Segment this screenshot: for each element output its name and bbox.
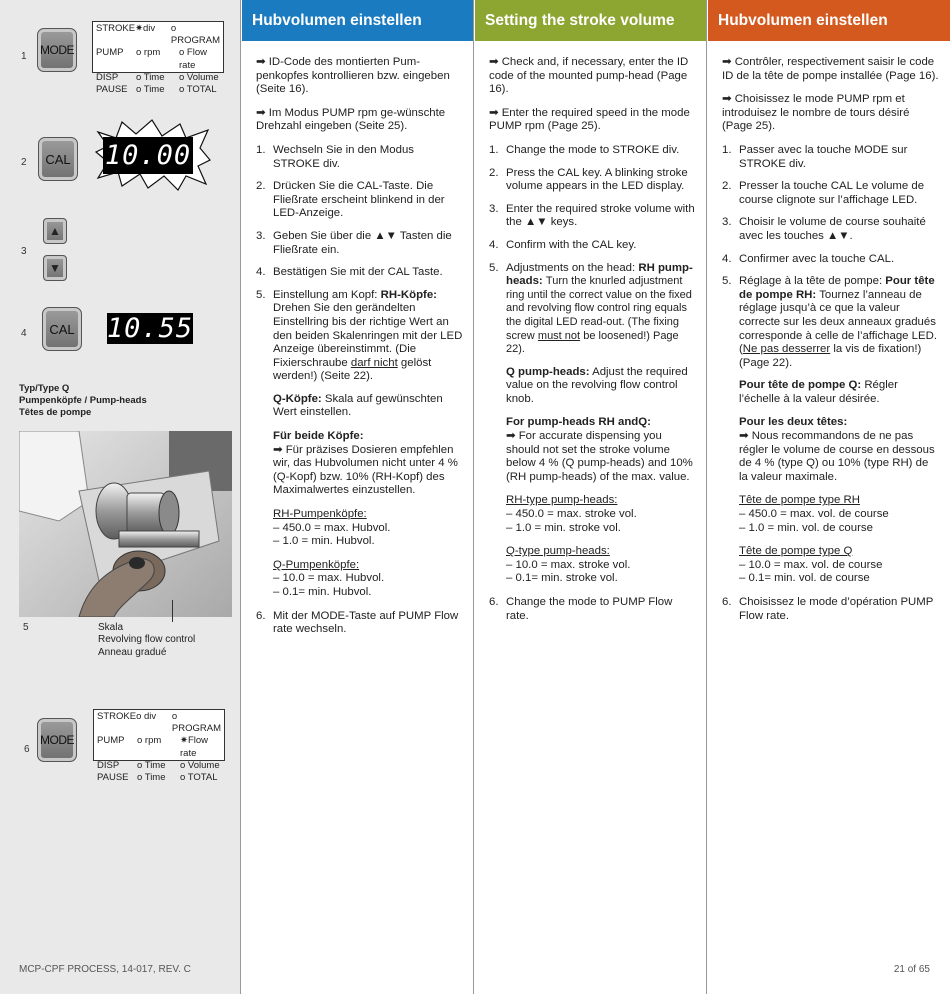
rh-range: Tête de pompe type RH – 450.0 = max. vol. de course – 1.0 = min. vol. de course xyxy=(739,494,889,534)
step-3: 3. Geben Sie über die ▲▼ Tasten die Fließrate ein. xyxy=(256,229,452,256)
q-head-note: Q-Köpfe: Skala auf gewünschten Wert einstellen. xyxy=(273,392,443,419)
photo-caption: Skala Revolving flow control Anneau gradué xyxy=(98,622,196,658)
step-6: 6. Choisissez le mode d’opération PUMP Flow rate. xyxy=(722,596,934,622)
step-6: 6. Change the mode to PUMP Flow rate. xyxy=(489,596,673,622)
intro-set-rpm: ➡ Choisissez le mode PUMP rpm et introduisez le nombre de tours désiré (Page 25). xyxy=(722,93,910,133)
both-heads-note: ➡ For accurate dispensing you should not set the stroke volume below 4 % (Q pump-heads) and 10% (RH pump-heads) of the max. value. xyxy=(506,430,693,483)
intro-set-rpm: ➡ Enter the required speed in the mode PUMP rpm (Page 25). xyxy=(489,106,690,133)
step-6: 6. Mit der MODE-Taste auf PUMP Flow rate wechseln. xyxy=(256,609,459,636)
cal-key: CAL xyxy=(38,137,78,181)
pump-head-type-label: Typ/Type Q Pumpenköpfe / Pump-heads Têtes de pompe xyxy=(19,383,147,418)
step-5: 5. Einstellung am Kopf: RH-Köpfe: Drehen Sie den gerändelten Einstellring bis der richtige Wert an den beiden Skalenringen mit der LED Anzeige übereinstimmt. (Die Fixierschraube darf nicht gelöst werden!) (Seite 22). xyxy=(256,288,463,383)
intro-set-rpm: ➡ Im Modus PUMP rpm ge-wünschte Drehzahl eingeben (Seite 25). xyxy=(256,106,446,133)
step-number: 2 xyxy=(21,157,27,168)
mode-status-box-flow: STROKE o div o PROGRAM PUMP o rpm ✷Flow rate DISP o Time o Volume PAUSE o Time o TOTAL xyxy=(93,709,225,761)
step-4: 4. Confirm with the CAL key. xyxy=(489,238,637,251)
mode-key: MODE xyxy=(37,718,77,762)
both-heads-heading: For pump-heads RH andQ: xyxy=(506,416,651,429)
step-number: 6 xyxy=(24,744,30,755)
pump-head-photo xyxy=(19,431,232,617)
led-display-blinking: 10.00 xyxy=(103,137,193,174)
english-heading: Setting the stroke volume xyxy=(475,0,706,41)
step-5: 5. Adjustments on the head: RH pump-heads: Turn the knurled adjustment ring until the correct value on the fixed and revolving flow control ring equals the digital LED read-out. (The fixing screw must not be loosened!) Page 22). xyxy=(489,261,693,356)
step-3: 3. Enter the required stroke volume with the ▲▼ keys. xyxy=(489,202,695,229)
both-heads-note: ➡ Nous recommandons de ne pas régler le volume de course en dessous de 4 % (type Q) ou 10% (type RH) de la valeur maximale. xyxy=(739,430,935,483)
mode-status-box-stroke: STROKE ✷div o PROGRAM PUMP o rpm o Flow rate DISP o Time o Volume PAUSE o Time o TOTAL xyxy=(92,21,224,73)
step-4: 4. Bestätigen Sie mit der CAL Taste. xyxy=(256,266,443,279)
q-head-note: Q pump-heads: Adjust the required value on the revolving flow control knob. xyxy=(506,365,688,405)
german-heading: Hubvolumen einstellen xyxy=(242,0,473,41)
step-number: 4 xyxy=(21,328,27,339)
steps-list xyxy=(489,144,696,357)
document-reference: MCP-CPF PROCESS, 14-017, REV. C xyxy=(19,964,191,975)
both-heads-heading: Für beide Köpfe: xyxy=(273,430,364,443)
rh-range: RH-type pump-heads: – 450.0 = max. stroke vol. – 1.0 = min. stroke vol. xyxy=(506,494,637,534)
french-column xyxy=(708,0,950,994)
q-range: Q-type pump-heads: – 10.0 = max. stroke vol. – 0.1= min. stroke vol. xyxy=(506,545,631,585)
led-display-confirmed: 10.55 xyxy=(106,313,194,344)
q-head-note: Pour tête de pompe Q: Régler l’échelle à la valeur désirée. xyxy=(739,379,898,405)
english-column xyxy=(475,0,707,994)
step-4: 4. Confirmer avec la touche CAL. xyxy=(722,252,895,265)
down-arrow-key: ▼ xyxy=(43,255,67,281)
step-2: 2. Presser la touche CAL Le volume de course clignote sur l’affichage LED. xyxy=(722,180,925,206)
intro-check-id: ➡ ID-Code des montierten Pum-penkopfes kontrollieren bzw. eingeben (Seite 16). xyxy=(256,56,450,96)
step-3: 3. Choisir le volume de course souhaité avec les touches ▲▼. xyxy=(722,216,926,242)
both-heads-note: ➡ Für präzises Dosieren empfehlen wir, das Hubvolumen nicht unter 4 % (Q-Kopf) bzw. 10% (RH-Kopf) des Maximalwertes einzustellen. xyxy=(273,443,458,497)
illustration-panel xyxy=(0,0,241,994)
intro-check-id: ➡ Check and, if necessary, enter the ID code of the mounted pump-head (Page 16). xyxy=(489,56,689,96)
step-5: 5. Réglage à la tête de pompe: Pour tête de pompe RH: Tournez l’anneau de réglage jusqu’à ce que la valeur correcte sur les deux anneaux gradués corresponde à celle de l’affichage LED. (Ne pas desserrer la vis de fixation!) (Page 22). xyxy=(722,275,937,369)
german-column xyxy=(242,0,474,994)
q-range: Q-Pumpenköpfe: – 10.0 = max. Hubvol. – 0.1= min. Hubvol. xyxy=(273,558,385,598)
step-2: 2. Drücken Sie die CAL-Taste. Die Fließrate erscheint blinkend in der LED-Anzeige. xyxy=(256,180,445,220)
step-1: 1. Passer avec la touche MODE sur STROKE div. xyxy=(722,143,908,170)
cal-key: CAL xyxy=(42,307,82,351)
rh-range: RH-Pumpenköpfe: – 450.0 = max. Hubvol. – 1.0 = min. Hubvol. xyxy=(273,508,391,548)
step-1: 1. Change the mode to STROKE div. xyxy=(489,143,680,156)
step-number: 5 xyxy=(23,622,29,633)
both-heads-heading: Pour les deux têtes: xyxy=(739,416,848,429)
french-heading: Hubvolumen einstellen xyxy=(708,0,950,41)
steps-list xyxy=(256,144,463,384)
up-arrow-key: ▲ xyxy=(43,218,67,244)
caption-leader-line xyxy=(172,600,173,622)
step-number: 1 xyxy=(21,51,27,62)
mode-key: MODE xyxy=(37,28,77,72)
step-number: 3 xyxy=(21,246,27,257)
page-number: 21 of 65 xyxy=(893,964,930,975)
q-range: Tête de pompe type Q – 10.0 = max. vol. de course – 0.1= min. vol. de course xyxy=(739,545,883,585)
steps-list xyxy=(722,144,940,370)
step-2: 2. Press the CAL key. A blinking stroke volume appears in the LED display. xyxy=(489,166,688,193)
intro-check-id: ➡ Contrôler, respectivement saisir le code ID de la tête de pompe installée (Page 16). xyxy=(722,56,939,82)
step-1: 1. Wechseln Sie in den Modus STROKE div. xyxy=(256,143,414,170)
